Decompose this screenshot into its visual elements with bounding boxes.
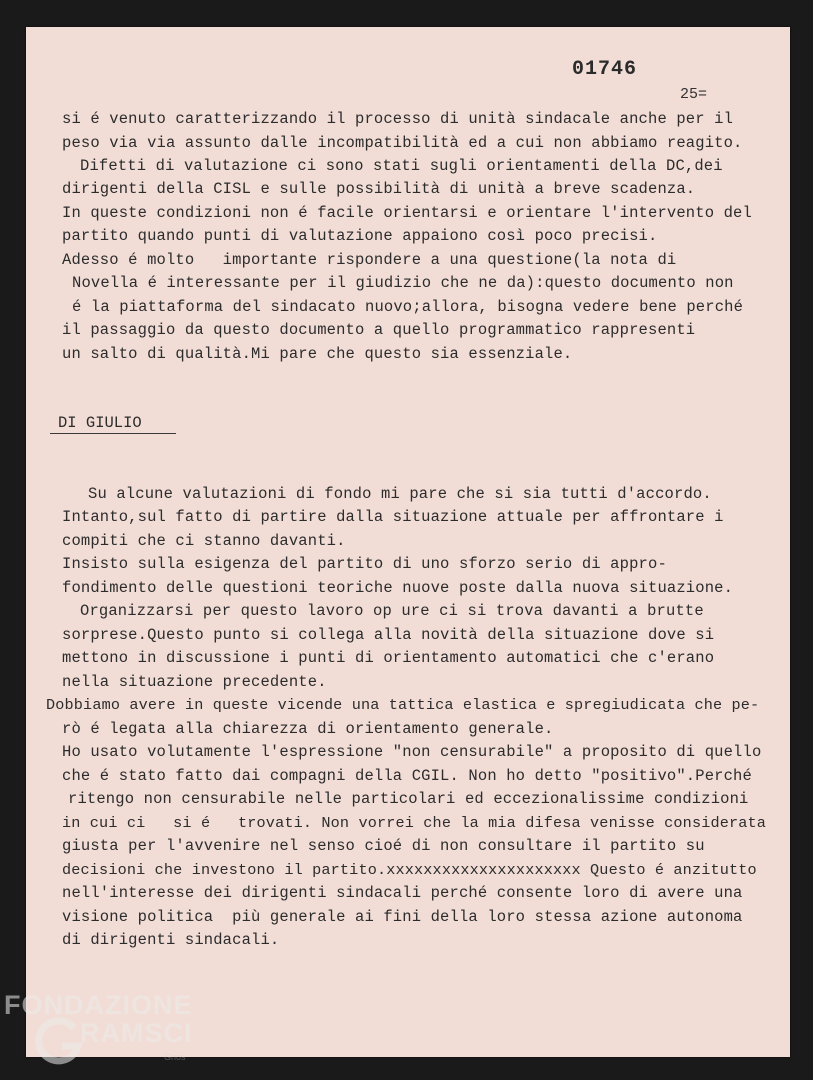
text-line: un salto di qualità.Mi pare che questo sia essenziale. xyxy=(62,345,573,363)
text-line: Ho usato volutamente l'espressione "non censurabile" a proposito di quello xyxy=(62,743,762,761)
text-line: Intanto,sul fatto di partire dalla situazione attuale per affrontare i xyxy=(62,508,724,526)
text-line: Novella é interessante per il giudizio che ne da):questo documento non xyxy=(72,274,734,292)
watermark-line-2: RAMSCI xyxy=(80,1018,193,1048)
watermark-small-text: Gnos xyxy=(164,1052,186,1062)
page-number: 25= xyxy=(680,86,708,103)
text-line: nell'interesse dei dirigenti sindacali perché consente loro di avere una xyxy=(62,884,743,902)
text-line: sorprese.Questo punto si collega alla novità della situazione dove si xyxy=(62,626,715,644)
text-line: fondimento delle questioni teoriche nuove poste dalla nuova situazione. xyxy=(62,579,734,597)
gramsci-g-logo-icon xyxy=(34,1016,84,1066)
text-line: Insisto sulla esigenza del partito di uno sforzo serio di appro- xyxy=(62,555,667,573)
text-line: Organizzarsi per questo lavoro op ure ci si trova davanti a brutte xyxy=(80,602,704,620)
text-line: Su alcune valutazioni di fondo mi pare che si sia tutti d'accordo. xyxy=(88,485,712,503)
text-line: Difetti di valutazione ci sono stati sugli orientamenti della DC,dei xyxy=(80,157,723,175)
text-line: ritengo non censurabile nelle particolari ed eccezionalissime condizioni xyxy=(68,790,749,808)
text-line: é la piattaforma del sindacato nuovo;allora, bisogna vedere bene perché xyxy=(72,298,744,316)
text-line: il passaggio da questo documento a quello programmatico rappresenti xyxy=(62,321,696,339)
text-line: Dobbiamo avere in queste vicende una tattica elastica e spregiudicata che pe- xyxy=(46,696,760,714)
text-line: dirigenti della CISL e sulle possibilità di unità a breve scadenza. xyxy=(62,180,696,198)
text-line: di dirigenti sindacali. xyxy=(62,931,280,949)
text-line: Adesso é molto importante rispondere a una questione(la nota di xyxy=(62,251,677,269)
text-line: si é venuto caratterizzando il processo di unità sindacale anche per il xyxy=(62,110,734,128)
text-line: partito quando punti di valutazione appaiono così poco precisi. xyxy=(62,227,658,245)
heading-underline xyxy=(50,433,176,434)
text-line: visione politica più generale ai fini della loro stessa azione autonoma xyxy=(62,908,743,926)
text-line: nella situazione precedente. xyxy=(62,673,327,691)
fondazione-gramsci-watermark xyxy=(4,990,193,1062)
watermark-line-1: FONDAZIONE xyxy=(4,990,193,1020)
text-line: In queste condizioni non é facile orientarsi e orientare l'intervento del xyxy=(62,204,752,222)
text-line: decisioni che investono il partito.xxxxxxxxxxxxxxxxxxxxx Questo é anzitutto xyxy=(62,861,757,879)
text-line: compiti che ci stanno davanti. xyxy=(62,532,346,550)
archive-stamp-number: 01746 xyxy=(572,58,638,81)
text-line: in cui ci si é trovati. Non vorrei che la mia difesa venisse considerata xyxy=(62,814,767,832)
text-line: rò é legata alla chiarezza di orientamento generale. xyxy=(62,720,554,738)
section-heading: DI GIULIO xyxy=(58,414,142,432)
text-line: che é stato fatto dai compagni della CGIL. Non ho detto "positivo".Perché xyxy=(62,767,752,785)
text-line: giusta per l'avvenire nel senso cioé di non consultare il partito su xyxy=(62,837,705,855)
text-line: peso via via assunto dalle incompatibilità ed a cui non abbiamo reagito. xyxy=(62,134,743,152)
text-line: mettono in discussione i punti di orientamento automatici che c'erano xyxy=(62,649,715,667)
